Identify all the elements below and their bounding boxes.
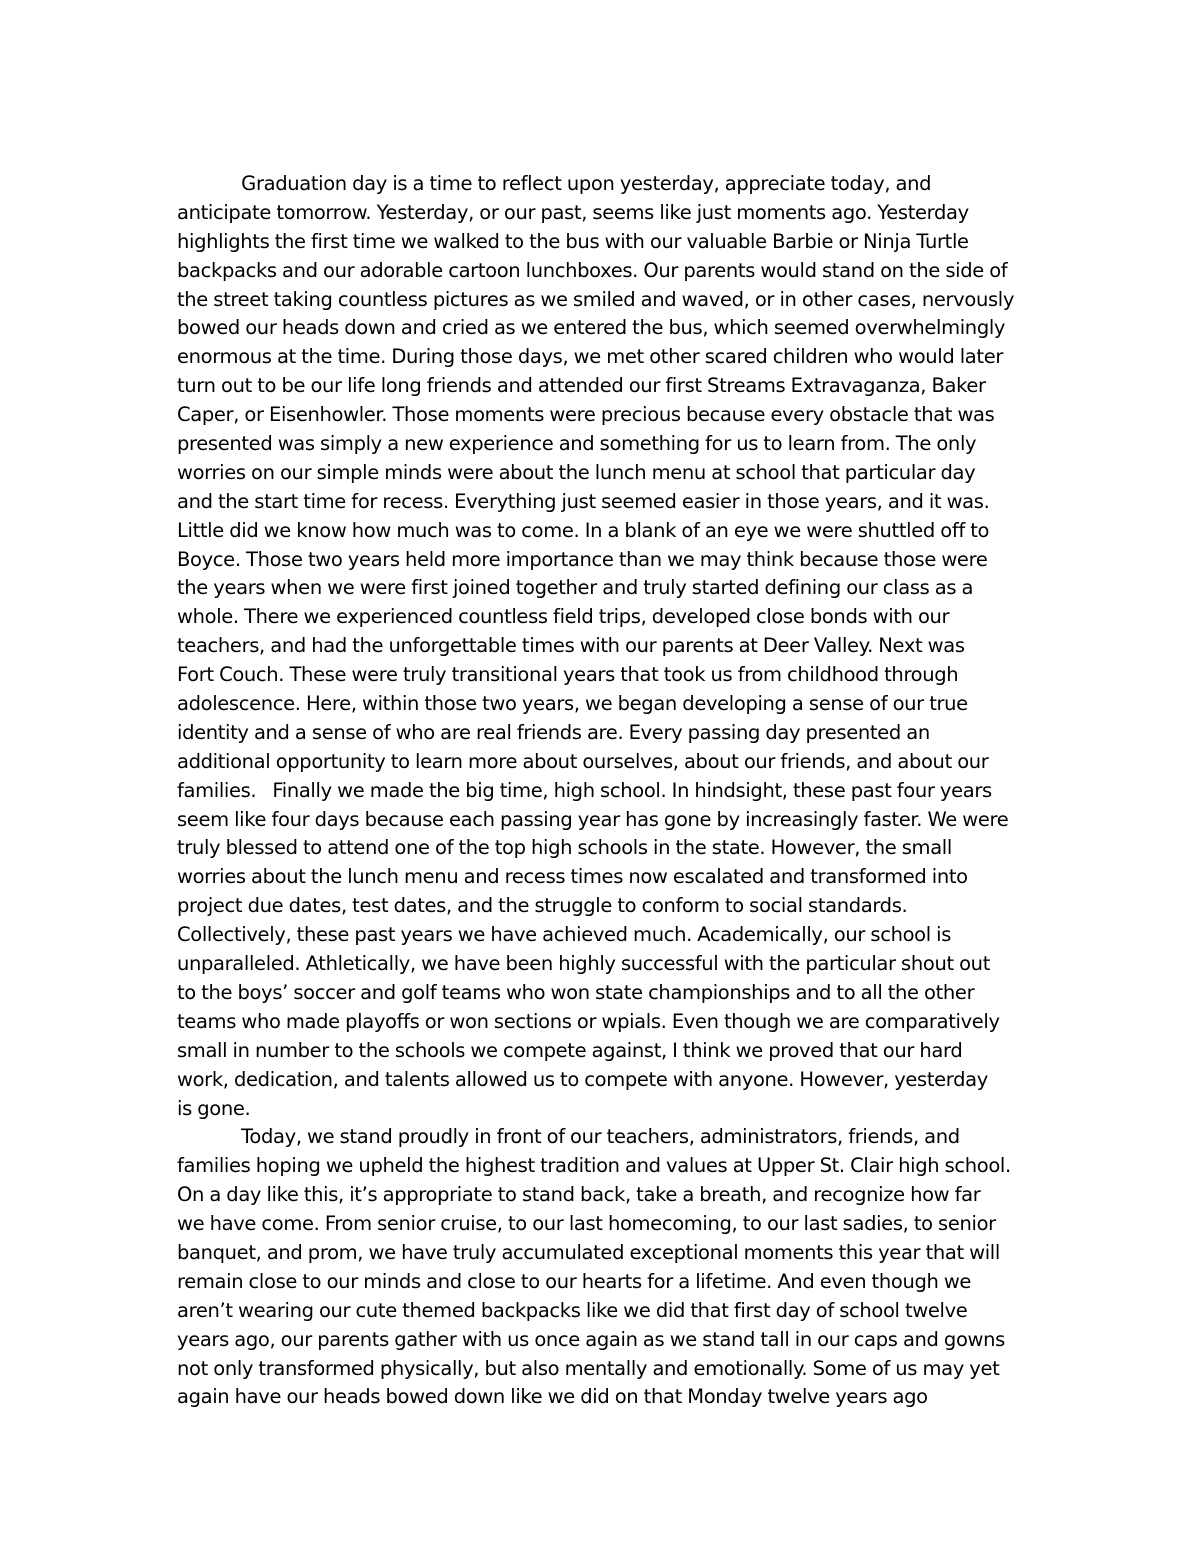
text-line: teachers, and had the unforgettable times with our parents at Deer Valley. Next was bbox=[177, 634, 965, 658]
text-line: families hoping we upheld the highest tradition and values at Upper St. Clair high school. bbox=[177, 1154, 1011, 1178]
text-line: years ago, our parents gather with us once again as we stand tall in our caps and gowns bbox=[177, 1327, 1005, 1351]
text-line: worries on our simple minds were about the lunch menu at school that particular day bbox=[177, 460, 976, 484]
text-line: adolescence. Here, within those two years, we began developing a sense of our true bbox=[177, 692, 968, 716]
text-line: remain close to our minds and close to our hearts for a lifetime. And even though we bbox=[177, 1269, 972, 1293]
text-line: Fort Couch. These were truly transitional years that took us from childhood through bbox=[177, 663, 959, 687]
text-line: Collectively, these past years we have achieved much. Academically, our school is bbox=[177, 923, 952, 947]
text-line: identity and a sense of who are real friends are. Every passing day presented an bbox=[177, 720, 930, 744]
text-line: truly blessed to attend one of the top high schools in the state. However, the small bbox=[177, 836, 952, 860]
text-line: is gone. bbox=[177, 1096, 251, 1120]
text-line: bowed our heads down and cried as we entered the bus, which seemed overwhelmingly bbox=[177, 316, 1006, 340]
text-line: we have come. From senior cruise, to our last homecoming, to our last sadies, to senior bbox=[177, 1212, 996, 1236]
paragraph-today bbox=[177, 1123, 1057, 1412]
text-line: Little did we know how much was to come. In a blank of an eye we were shuttled off to bbox=[177, 518, 990, 542]
text-line: Today, we stand proudly in front of our teachers, administrators, friends, and bbox=[177, 1125, 960, 1149]
text-line: project due dates, test dates, and the struggle to conform to social standards. bbox=[177, 894, 908, 918]
text-line: anticipate tomorrow. Yesterday, or our past, seems like just moments ago. Yesterday bbox=[177, 200, 969, 224]
text-line: the years when we were first joined together and truly started defining our class as a bbox=[177, 576, 974, 600]
text-line: turn out to be our life long friends and attended our first Streams Extravaganza, Baker bbox=[177, 374, 986, 398]
text-line: seem like four days because each passing year has gone by increasingly faster. We were bbox=[177, 807, 1009, 831]
text-line: and the start time for recess. Everything just seemed easier in those years, and it was. bbox=[177, 489, 990, 513]
text-line: unparalleled. Athletically, we have been highly successful with the particular shout out bbox=[177, 952, 990, 976]
text-line: small in number to the schools we compete against, I think we proved that our hard bbox=[177, 1038, 963, 1062]
text-line: backpacks and our adorable cartoon lunchboxes. Our parents would stand on the side of bbox=[177, 258, 1008, 282]
text-line: On a day like this, it’s appropriate to stand back, take a breath, and recognize how far bbox=[177, 1183, 981, 1207]
text-line: again have our heads bowed down like we did on that Monday twelve years ago bbox=[177, 1385, 928, 1409]
speech-text bbox=[177, 170, 1057, 1412]
text-line: aren’t wearing our cute themed backpacks like we did that first day of school twelve bbox=[177, 1298, 968, 1322]
text-line: Graduation day is a time to reflect upon yesterday, appreciate today, and bbox=[177, 172, 932, 195]
text-line: worries about the lunch menu and recess times now escalated and transformed into bbox=[177, 865, 968, 889]
text-line: Caper, or Eisenhowler. Those moments were precious because every obstacle that was bbox=[177, 403, 995, 427]
text-line: work, dedication, and talents allowed us to compete with anyone. However, yesterday bbox=[177, 1067, 988, 1091]
text-line: families. Finally we made the big time, high school. In hindsight, these past four years bbox=[177, 778, 992, 802]
text-line: banquet, and prom, we have truly accumulated exceptional moments this year that will bbox=[177, 1240, 1000, 1264]
paragraph-yesterday bbox=[177, 170, 1057, 1123]
text-line: additional opportunity to learn more about ourselves, about our friends, and about our bbox=[177, 749, 989, 773]
text-line: teams who made playoffs or won sections or wpials. Even though we are comparatively bbox=[177, 1009, 1000, 1033]
text-line: to the boys’ soccer and golf teams who won state championships and to all the other bbox=[177, 980, 975, 1004]
text-line: highlights the first time we walked to the bus with our valuable Barbie or Ninja Turtle bbox=[177, 229, 969, 253]
text-line: whole. There we experienced countless field trips, developed close bonds with our bbox=[177, 605, 950, 629]
text-line: presented was simply a new experience and something for us to learn from. The only bbox=[177, 432, 977, 456]
text-line: the street taking countless pictures as we smiled and waved, or in other cases, nervously bbox=[177, 287, 1015, 311]
text-line: Boyce. Those two years held more importance than we may think because those were bbox=[177, 547, 988, 571]
text-line: not only transformed physically, but also mentally and emotionally. Some of us may yet bbox=[177, 1356, 1000, 1380]
text-line: enormous at the time. During those days, we met other scared children who would later bbox=[177, 345, 1004, 369]
